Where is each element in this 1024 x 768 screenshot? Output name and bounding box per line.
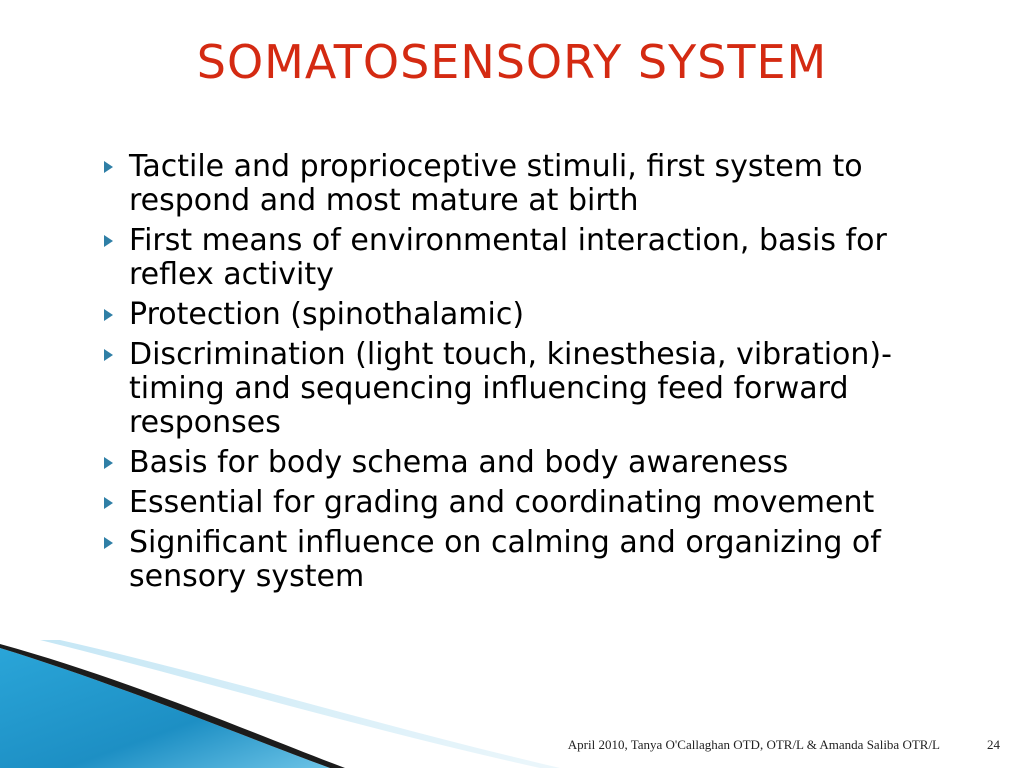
page-number: 24 [987,737,1000,752]
bullet-text: Essential for grading and coordinating movement [129,485,875,520]
bullet-item [100,150,950,218]
bullet-item [100,486,950,520]
bullet-text: Discrimination (light touch, kinesthesia, vibration)- timing and sequencing influencing feed forward responses [129,337,892,440]
bullet-item [100,298,950,332]
bullet-text: Significant influence on calming and organizing of sensory system [129,525,881,594]
bullet-text: Tactile and proprioceptive stimuli, first system to respond and most mature at birth [129,149,863,218]
arrow-right-icon [104,497,113,509]
arrow-right-icon [104,161,113,173]
bullet-text: Basis for body schema and body awareness [129,445,789,480]
arrow-right-icon [104,235,113,247]
decorative-swoosh [0,640,560,768]
bullet-list [100,150,950,600]
bullet-text: First means of environmental interaction, basis for reflex activity [129,223,887,292]
arrow-right-icon [104,309,113,321]
footer-text: April 2010, Tanya O'Callaghan OTD, OTR/L & Amanda Saliba OTR/L [567,737,940,752]
arrow-right-icon [104,349,113,361]
bullet-item [100,526,950,594]
arrow-right-icon [104,537,113,549]
slide-title: SOMATOSENSORY SYSTEM [196,35,828,89]
bullet-item [100,446,950,480]
arrow-right-icon [104,457,113,469]
bullet-item [100,338,950,440]
bullet-item [100,224,950,292]
bullet-text: Protection (spinothalamic) [129,297,525,332]
